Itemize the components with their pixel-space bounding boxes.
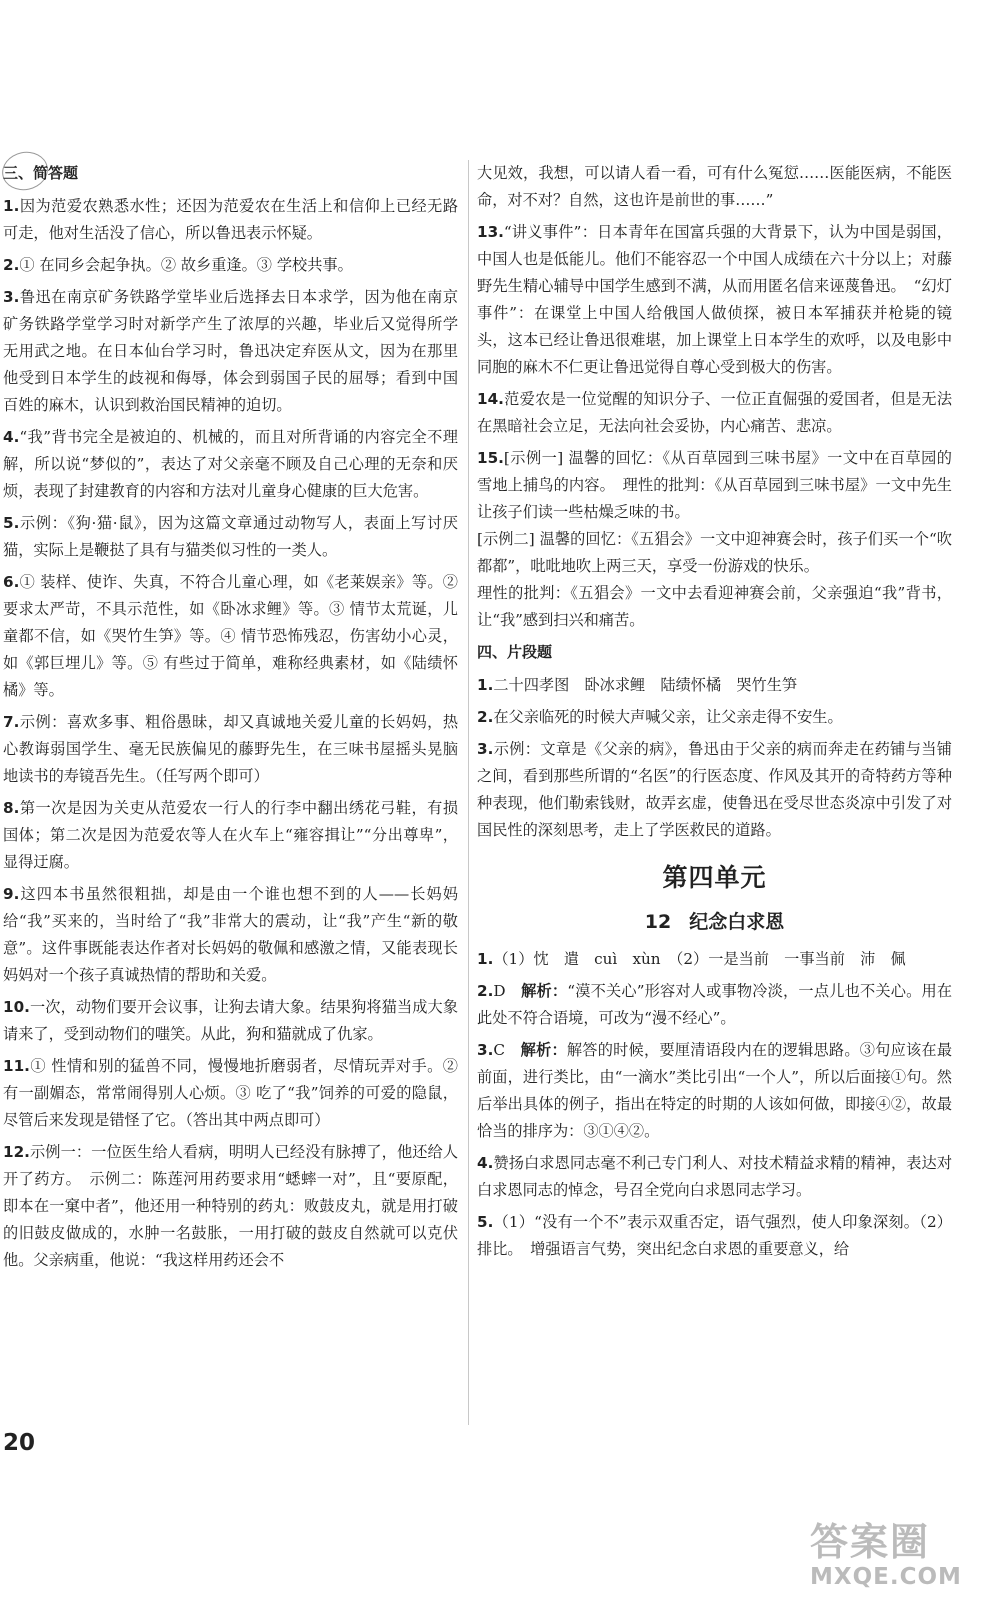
answer-item: 2.D 解析：“漠不关心”形容对人或事物冷淡，一点儿也不关心。用在此处不符合语境，可改为“漫不经心”。 [477, 982, 953, 1027]
example-two-critique: 理性的批判：《五猖会》一文中去看迎神赛会前，父亲强迫“我”背书，让“我”感到扫兴和痛苦。 [477, 584, 952, 629]
answer-item: 6.① 装样、使诈、失真，不符合儿童心理，如《老莱娱亲》等。② 要求太严苛，不具示范性，如《卧冰求鲤》等。③ 情节太荒诞，儿童都不信，如《哭竹生笋》等。④ 情节恐怖残忍，伤害幼小心灵，如《郭巨埋儿》等。⑤ 有些过于简单，难称经典素材，如《陆绩怀橘》等。 [3, 573, 458, 699]
answer-item: 5.（1）“没有一个不”表示双重否定，语气强烈，使人印象深刻。（2）排比。 增强语言气势，突出纪念白求恩的重要意义，给 [477, 1213, 952, 1258]
answer-item: 1.（1）忱 遣 cuì xùn （2）一是当前 一事当前 沛 佩 [477, 950, 906, 968]
answer-item: 9.这四本书虽然很粗拙，却是由一个谁也想不到的人——长妈妈给“我”买来的，当时给了“我”非常大的震动，让“我”产生“新的敬意”。这件事既能表达作者对长妈妈的敬佩和感激之情，又能表现长妈妈对一个孩子真诚热情的帮助和关爱。 [3, 885, 458, 984]
answer-item: 11.① 性情和别的猛兽不同，慢慢地折磨弱者，尽情玩弄对手。② 有一副媚态，常常闹得别人心烦。③ 吃了“我”饲养的可爱的隐鼠，尽管后来发现是错怪了它。（答出其中两点即可） [3, 1057, 458, 1129]
answer-item: 8.第一次是因为关吏从范爱农一行人的行李中翻出绣花弓鞋，有损国体；第二次是因为范爱农等人在火车上“雍容揖让”“分出尊卑”，显得迂腐。 [3, 799, 458, 871]
continuation-text: 大见效，我想，可以请人看一看，可有什么冤愆……医能医病，不能医命，对不对？自然，这也许是前世的事……” [477, 164, 952, 209]
answer-item: 5.示例：《狗·猫·鼠》，因为这篇文章通过动物写人，表面上写讨厌猫，实际上是鞭挞了具有与猫类似习性的一类人。 [3, 514, 458, 559]
section-title-3: 三、简答题 [3, 164, 79, 182]
section-title-4: 四、片段题 [477, 643, 553, 661]
lesson-name: 纪念白求恩 [689, 911, 785, 933]
watermark-logo [810, 1520, 990, 1595]
answer-item: 3.鲁迅在南京矿务铁路学堂毕业后选择去日本求学，因为他在南京矿务铁路学堂学习时对新学产生了浓厚的兴趣，毕业后又觉得所学无用武之地。在日本仙台学习时，鲁迅决定弃医从文，因为在那里他受到日本学生的歧视和侮辱，体会到弱国子民的屈辱；看到中国百姓的麻木，认识到救治国民精神的迫切。 [3, 288, 458, 414]
right-column [477, 160, 952, 1268]
answer-item: 2.在父亲临死的时候大声喊父亲，让父亲走得不安生。 [477, 708, 843, 726]
answer-item: 10.一次，动物们要开会议事，让狗去请大象。结果狗将猫当成大象请来了，受到动物们的嗤笑。从此，狗和猫就成了仇家。 [3, 998, 458, 1043]
answer-item: 12.示例一：一位医生给人看病，明明人已经没有脉搏了，他还给人开了药方。 示例二：陈莲河用药要求用“蟋蟀一对”，且“要原配，即本在一窠中者”，他还用一种特别的药丸：败鼓皮丸，就是用打破的旧鼓皮做成的，水肿一名鼓胀，一用打破的鼓皮自然就可以克伏他。父亲病重，他说：“我这样用药还会不 [3, 1143, 458, 1269]
example-two: [示例二] 温馨的回忆：《五猖会》一文中迎神赛会时，孩子们买一个“吹都都”，吡吡地吹上两三天，享受一份游戏的快乐。 [477, 530, 952, 575]
answer-item: 4.赞扬白求恩同志毫不利己专门利人、对技术精益求精的精神，表达对白求恩同志的悼念，号召全党向白求恩同志学习。 [477, 1154, 952, 1199]
answer-item: 7.示例：喜欢多事、粗俗愚昧，却又真诚地关爱儿童的长妈妈，热心教诲弱国学生、毫无民族偏见的藤野先生，在三味书屋摇头晃脑地读书的寿镜吾先生。（任写两个即可） [3, 713, 458, 785]
watermark-top: 答案圈 [810, 1520, 931, 1564]
answer-item: 1.因为范爱农熟悉水性；还因为范爱农在生活上和信仰上已经无路可走，他对生活没了信心，所以鲁迅表示怀疑。 [3, 197, 458, 242]
answer-item: 3.C 解析：解答的时候，要厘清语段内在的逻辑思路。③句应该在最前面，进行类比，由“一滴水”类比引出“一个人”，所以后面接①句。然后举出具体的例子，指出在特定的时期的人该如何做，即接④②，故最恰当的排序为：③①④②。 [477, 1041, 953, 1140]
answer-item: 14.范爱农是一位觉醒的知识分子、一位正直倔强的爱国者，但是无法在黑暗社会立足，无法向社会妥协，内心痛苦、悲凉。 [477, 390, 952, 435]
page-number: 20 [3, 1430, 36, 1456]
answer-item: 3.示例：文章是《父亲的病》，鲁迅由于父亲的病而奔走在药铺与当铺之间，看到那些所谓的“名医”的行医态度、作风及其开的奇特药方等种种表现，他们勒索钱财，故弄玄虚，使鲁迅在受尽世态炎凉中引发了对国民性的深刻思考，走上了学医救民的道路。 [477, 740, 952, 839]
left-column [3, 160, 458, 1279]
answer-item: 13.“讲义事件”：日本青年在国富兵强的大背景下，认为中国是弱国，中国人也是低能儿。他们不能容忍一个中国人成绩在六十分以上；对藤野先生精心辅导中国学生感到不满，从而用匿名信来诬蔑鲁迅。 “幻灯事件”：在课堂上中国人给俄国人做侦探，被日本军捕获并枪毙的镜头，这本已经让鲁迅很难堪，加上课堂上日本学生的欢呼，以及电影中同胞的麻木不仁更让鲁迅觉得自尊心受到极大的伤害。 [477, 223, 952, 376]
unit-title: 第四单元 [662, 863, 767, 892]
column-divider [468, 160, 469, 1425]
answer-item: 4.“我”背书完全是被迫的、机械的，而且对所背诵的内容完全不理解，所以说“梦似的”，表达了对父亲毫不顾及自己心理的无奈和厌烦，表现了封建教育的内容和方法对儿童身心健康的巨大危害。 [3, 428, 458, 500]
watermark-bottom: MXQE.COM [810, 1564, 962, 1590]
answer-item: 1.二十四孝图 卧冰求鲤 陆绩怀橘 哭竹生笋 [477, 676, 798, 694]
answer-item: 15.[示例一] 温馨的回忆：《从百草园到三味书屋》一文中在百草园的雪地上捕鸟的内容。 理性的批判：《从百草园到三味书屋》一文中先生让孩子们读一些枯燥乏味的书。 [477, 449, 952, 521]
lesson-title [477, 909, 952, 936]
lesson-number: 12 [644, 911, 672, 933]
answer-item: 2.① 在同乡会起争执。② 故乡重逢。③ 学校共事。 [3, 256, 353, 274]
